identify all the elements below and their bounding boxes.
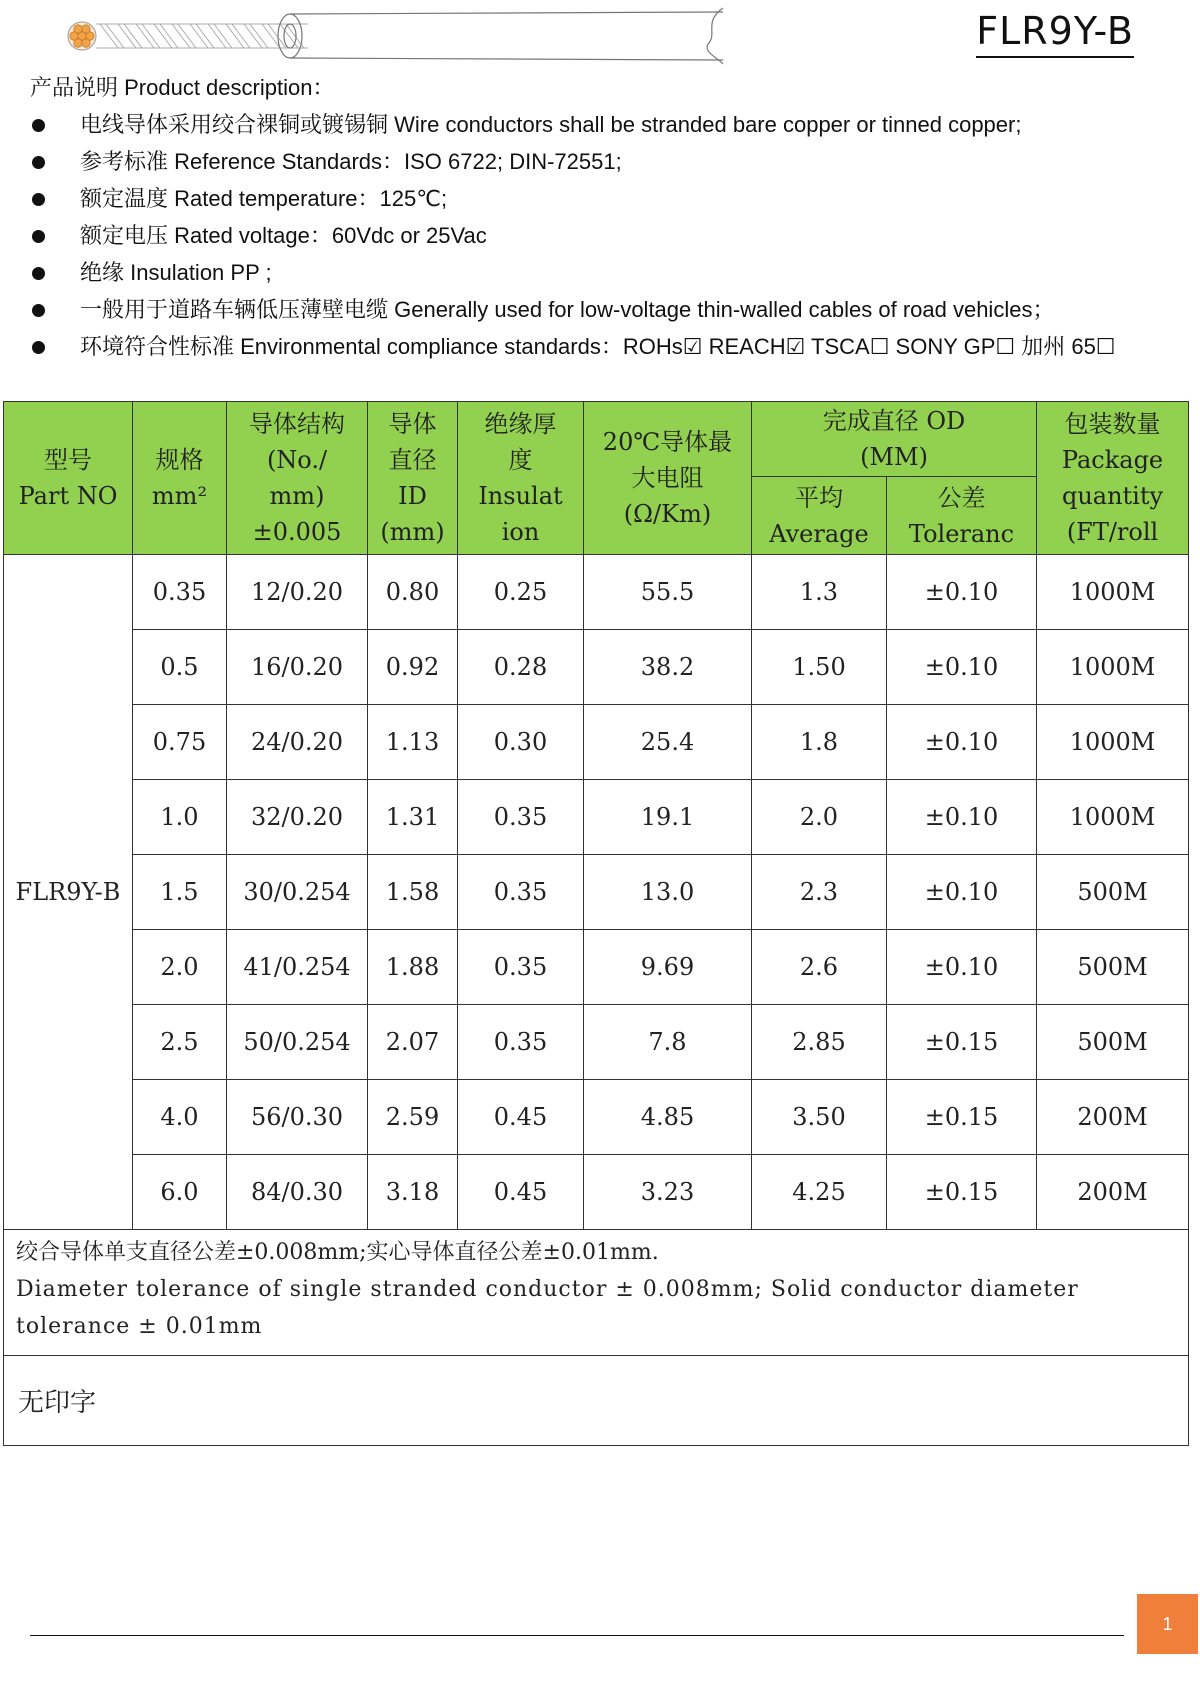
header-text: ±0.005 [252,518,342,546]
structure-cell: 32/0.20 [227,780,368,855]
table-row [4,555,1189,630]
insulation-cell: 0.45 [458,1080,584,1155]
header-text: 绝缘厚 [484,410,557,438]
header-text: (Ω/Km) [623,500,712,528]
structure-cell: 16/0.20 [227,630,368,705]
structure-cell: 41/0.254 [227,930,368,1005]
header-text: Insulat [478,482,563,510]
document-title: FLR9Y-B [976,8,1134,58]
tolerance-cell: ±0.10 [887,855,1037,930]
id-cell: 2.59 [368,1080,458,1155]
description-item [30,109,1116,146]
header-text: 公差 [937,483,986,512]
resistance-cell: 4.85 [584,1080,752,1155]
description-text: 一般用于道路车辆低压薄壁电缆 Generally used for low-voltage thin-walled cables of road vehicles； [80,297,1055,322]
average-cell: 2.0 [752,780,887,855]
header-text: (No./ [266,446,328,474]
package-cell: 500M [1037,1005,1189,1080]
bullet-icon [32,193,45,206]
table-row [4,705,1189,780]
package-cell: 1000M [1037,780,1189,855]
resistance-cell: 19.1 [584,780,752,855]
spec-cell: 0.35 [133,555,227,630]
header-od-group [752,402,1037,477]
resistance-cell: 25.4 [584,705,752,780]
spec-table [3,401,1189,1446]
spec-cell: 1.0 [133,780,227,855]
bullet-icon [32,119,45,132]
header-text: mm) [269,482,325,510]
description-text: 绝缘 Insulation PP ; [80,260,272,285]
table-print-row [4,1356,1189,1446]
header-text: Package [1061,446,1164,474]
description-item [30,183,1116,220]
header-insulation [458,402,584,555]
structure-cell: 50/0.254 [227,1005,368,1080]
insulation-cell: 0.28 [458,630,584,705]
description-text: 电线导体采用绞合裸铜或镀锡铜 Wire conductors shall be stranded bare copper or tinned copper; [80,112,1022,137]
description-heading: 产品说明 Product description： [30,75,335,100]
table-note-row [4,1230,1189,1356]
tolerance-cell: ±0.10 [887,555,1037,630]
description-list [30,109,1116,368]
footer-divider [30,1635,1124,1636]
header-text: Toleranc [908,519,1015,548]
id-cell: 3.18 [368,1155,458,1230]
average-cell: 1.50 [752,630,887,705]
description-item [30,220,1116,257]
header-text: 直径 [388,446,437,474]
description-text: 环境符合性标准 Environmental compliance standards：ROHs☑ REACH☑ TSCA☐ SONY GP☐ 加州 65☐ [80,334,1116,359]
bullet-icon [32,267,45,280]
structure-cell: 84/0.30 [227,1155,368,1230]
insulation-cell: 0.35 [458,780,584,855]
average-cell: 4.25 [752,1155,887,1230]
header-text: 型号 [44,446,92,474]
structure-cell: 30/0.254 [227,855,368,930]
spec-cell: 0.75 [133,705,227,780]
tolerance-cell: ±0.15 [887,1005,1037,1080]
header-text: 大电阻 [631,464,704,492]
table-row [4,855,1189,930]
header-spec [133,402,227,555]
header-text: 导体 [388,410,437,438]
description-item [30,257,1116,294]
printing-note: 无印字 [4,1356,1189,1446]
bullet-icon [32,304,45,317]
tolerance-cell: ±0.10 [887,780,1037,855]
insulation-cell: 0.25 [458,555,584,630]
header-model [4,402,133,555]
description-text: 额定温度 Rated temperature：125℃; [80,186,448,211]
spec-cell: 2.0 [133,930,227,1005]
id-cell: 1.88 [368,930,458,1005]
header-average [752,477,887,555]
spec-cell: 4.0 [133,1080,227,1155]
bullet-icon [32,341,45,354]
id-cell: 1.58 [368,855,458,930]
header-text: 包装数量 [1064,410,1161,438]
tolerance-note [4,1230,1189,1356]
header-package [1037,402,1189,555]
id-cell: 0.92 [368,630,458,705]
header-text: 度 [508,446,533,474]
insulation-cell: 0.35 [458,855,584,930]
header-text: 完成直径 OD [822,407,966,435]
header-text: mm² [151,482,208,510]
spec-cell: 0.5 [133,630,227,705]
part-no-cell: FLR9Y-B [4,555,133,1230]
insulation-cell: 0.30 [458,705,584,780]
description-item [30,146,1116,183]
tolerance-cell: ±0.10 [887,630,1037,705]
conductor-cross-section-icon [68,22,96,50]
tolerance-cell: ±0.10 [887,705,1037,780]
average-cell: 1.3 [752,555,887,630]
average-cell: 2.85 [752,1005,887,1080]
header-structure [227,402,368,555]
average-cell: 1.8 [752,705,887,780]
stranded-conductor-icon [96,24,308,48]
package-cell: 200M [1037,1155,1189,1230]
table-row [4,1080,1189,1155]
resistance-cell: 7.8 [584,1005,752,1080]
header-text: quantity [1061,482,1164,510]
note-en: Diameter tolerance of single stranded conductor ± 0.008mm; Solid conductor diameter tolerance ± 0.01mm [16,1277,1079,1339]
table-row [4,930,1189,1005]
bullet-icon [32,230,45,243]
header-text: ion [501,518,540,546]
package-cell: 500M [1037,855,1189,930]
header-diameter [368,402,458,555]
header-text: Average [769,519,869,548]
tolerance-cell: ±0.15 [887,1155,1037,1230]
header-text: 规格 [155,446,204,474]
description-text: 参考标准 Reference Standards：ISO 6722; DIN-72551; [80,149,622,174]
id-cell: 1.13 [368,705,458,780]
insulation-jacket-icon [278,8,723,64]
average-cell: 2.6 [752,930,887,1005]
header-resistance [584,402,752,555]
package-cell: 500M [1037,930,1189,1005]
resistance-cell: 55.5 [584,555,752,630]
resistance-cell: 3.23 [584,1155,752,1230]
average-cell: 2.3 [752,855,887,930]
package-cell: 200M [1037,1080,1189,1155]
page-number-badge: 1 [1137,1594,1198,1654]
note-cn: 绞合导体单支直径公差±0.008mm;实心导体直径公差±0.01mm. [16,1240,659,1265]
description-text: 额定电压 Rated voltage：60Vdc or 25Vac [80,223,487,248]
table-row [4,1155,1189,1230]
table-row [4,630,1189,705]
id-cell: 0.80 [368,555,458,630]
average-cell: 3.50 [752,1080,887,1155]
id-cell: 2.07 [368,1005,458,1080]
header-text: (FT/roll [1066,518,1159,546]
resistance-cell: 38.2 [584,630,752,705]
structure-cell: 12/0.20 [227,555,368,630]
header-tolerance [887,477,1037,555]
header-text: 20℃导体最 [602,428,733,456]
header-text: (mm) [380,518,445,546]
structure-cell: 56/0.30 [227,1080,368,1155]
insulation-cell: 0.35 [458,930,584,1005]
header-text: (MM) [860,443,928,471]
header-text: ID [398,482,427,510]
header-text: 导体结构 [249,410,345,438]
spec-cell: 1.5 [133,855,227,930]
resistance-cell: 9.69 [584,930,752,1005]
package-cell: 1000M [1037,630,1189,705]
cable-illustration [58,4,748,68]
table-row [4,780,1189,855]
bullet-icon [32,156,45,169]
table-row [4,1005,1189,1080]
spec-cell: 6.0 [133,1155,227,1230]
package-cell: 1000M [1037,555,1189,630]
description-item [30,331,1116,368]
description-item [30,294,1116,331]
resistance-cell: 13.0 [584,855,752,930]
structure-cell: 24/0.20 [227,705,368,780]
header-text: Part NO [18,482,118,510]
spec-cell: 2.5 [133,1005,227,1080]
id-cell: 1.31 [368,780,458,855]
insulation-cell: 0.35 [458,1005,584,1080]
insulation-cell: 0.45 [458,1155,584,1230]
header-text: 平均 [795,483,843,512]
package-cell: 1000M [1037,705,1189,780]
tolerance-cell: ±0.15 [887,1080,1037,1155]
tolerance-cell: ±0.10 [887,930,1037,1005]
